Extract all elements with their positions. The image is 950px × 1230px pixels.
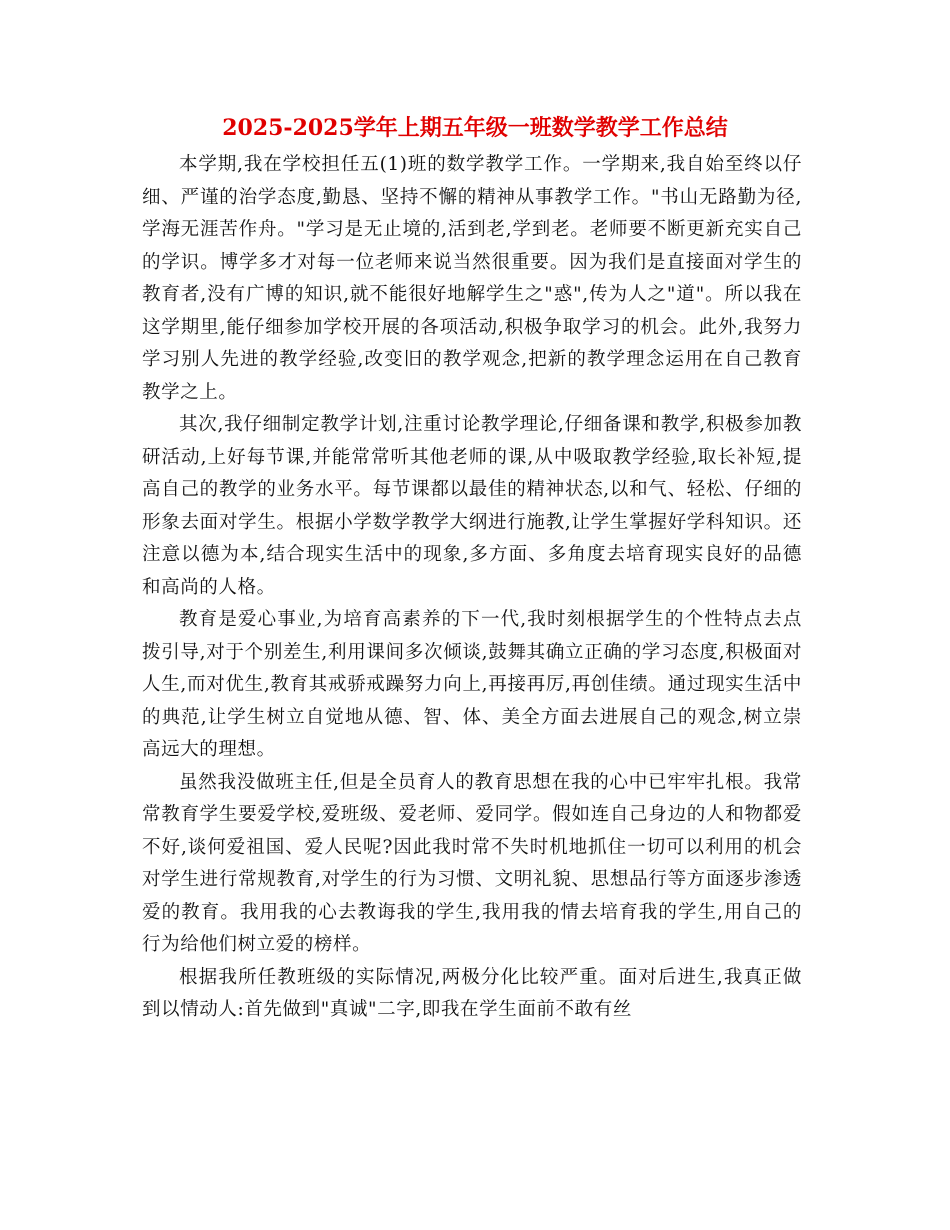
paragraph-5: 根据我所任教班级的实际情况,两极分化比较严重。面对后进生,我真正做到以情动人:首先做到"真诚"二字,即我在学生面前不敢有丝 <box>142 966 802 1020</box>
paragraph-4: 虽然我没做班主任,但是全员育人的教育思想在我的心中已牢牢扎根。我常常教育学生要爱学校,爱班级、爱老师、爱同学。假如连自己身边的人和物都爱不好,谈何爱祖国、爱人民呢?因此我时常不失时机地抓住一切可以利用的机会对学生进行常规教育,对学生的行为习惯、文明礼貌、思想品行等方面逐步渗透爱的教育。我用我的心去教诲我的学生,我用我的情去培育我的学生,用自己的行为给他们树立爱的榜样。 <box>142 771 802 955</box>
paragraph-3: 教育是爱心事业,为培育高素养的下一代,我时刻根据学生的个性特点去点拨引导,对于个别差生,利用课间多次倾谈,鼓舞其确立正确的学习态度,积极面对人生,而对优生,教育其戒骄戒躁努力向上,再接再厉,再创佳绩。通过现实生活中的典范,让学生树立自觉地从德、智、体、美全方面去进展自己的观念,树立崇高远大的理想。 <box>142 609 802 760</box>
paragraph-1: 本学期,我在学校担任五(1)班的数学教学工作。一学期来,我自始至终以仔细、严谨的治学态度,勤恳、坚持不懈的精神从事教学工作。"书山无路勤为径,学海无涯苦作舟。"学习是无止境的,活到老,学到老。老师要不断更新充实自己的学识。博学多才对每一位老师来说当然很重要。因为我们是直接面对学生的教育者,没有广博的知识,就不能很好地解学生之"惑",传为人之"道"。所以我在这学期里,能仔细参加学校开展的各项活动,积极争取学习的机会。此外,我努力学习别人先进的教学经验,改变旧的教学观念,把新的教学理念运用在自己教育教学之上。 <box>142 154 802 403</box>
document-body <box>142 149 802 1027</box>
document-title: 2025-2025学年上期五年级一班数学教学工作总结 <box>222 115 728 141</box>
paragraph-2: 其次,我仔细制定教学计划,注重讨论教学理论,仔细备课和教学,积极参加教研活动,上好每节课,并能常常听其他老师的课,从中吸取教学经验,取长补短,提高自己的教学的业务水平。每节课都以最佳的精神状态,以和气、轻松、仔细的形象去面对学生。根据小学数学教学大纲进行施教,让学生掌握好学科知识。还注意以德为本,结合现实生活中的现象,多方面、多角度去培育现实良好的品德和高尚的人格。 <box>142 414 802 598</box>
